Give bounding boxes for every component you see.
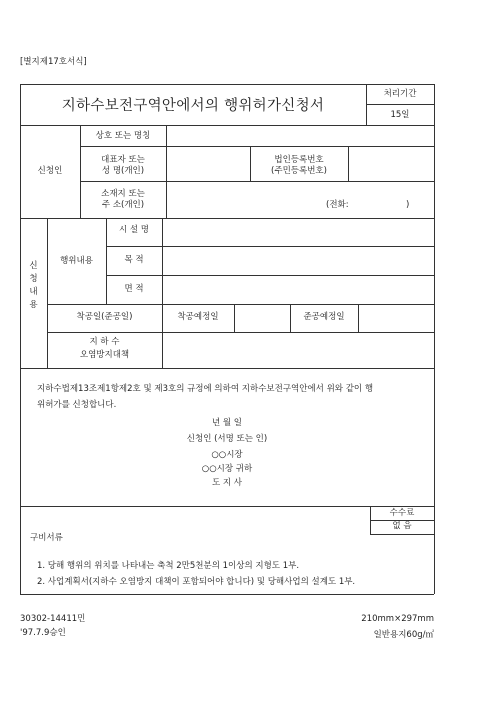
col-line <box>348 146 349 181</box>
row-line <box>47 304 434 305</box>
declaration-text-line2: 위허가를 신청합니다. <box>37 400 117 410</box>
representative-label-line2: 성 명(개인) <box>101 166 145 176</box>
form-right-border <box>434 84 435 594</box>
date-line: 년 월 일 <box>211 418 243 428</box>
form-bottom-border <box>20 594 434 595</box>
groundwater-label: 지 하 수 <box>89 337 120 347</box>
row-line <box>20 368 434 369</box>
processing-period-value: 15일 <box>390 110 410 120</box>
form-title: 지하수보전구역안에서의 행위허가신청서 <box>61 98 325 114</box>
processing-inner-line <box>366 104 434 105</box>
area-label: 면 적 <box>124 284 144 294</box>
address-label-line1: 소재지 또는 <box>101 189 145 199</box>
form-code: 30302-14411민 <box>20 614 86 624</box>
resident-registration-label: (주민등록번호) <box>271 166 327 176</box>
row-line <box>20 506 434 507</box>
row-line <box>80 146 434 147</box>
act-content-label: 행위내용 <box>60 256 93 266</box>
representative-label-line1: 대표자 또는 <box>101 155 145 165</box>
form-number-tag: [별지제17호서식] <box>20 57 87 67</box>
form-left-border <box>20 84 21 594</box>
required-documents-label: 구비서류 <box>30 533 63 543</box>
fee-value: 없 음 <box>392 521 412 531</box>
start-date-label: 착공일(준공일) <box>76 312 133 322</box>
row-line <box>20 218 434 219</box>
purpose-label: 목 적 <box>124 255 144 265</box>
col-line <box>234 304 235 332</box>
applicant-section-label: 신청인 <box>37 166 63 176</box>
title-row-bottom <box>20 125 434 126</box>
applicant-signature-line: 신청인 (서명 또는 인) <box>186 434 268 444</box>
recipient-line1: ○○시장 <box>211 450 243 460</box>
form-top-border <box>20 84 434 85</box>
corporate-registration-label: 법인등록번호 <box>274 155 324 165</box>
row-line <box>106 246 434 247</box>
content-section-label <box>20 260 47 312</box>
fee-label: 수수료 <box>389 508 415 518</box>
paper-type: 일반용지60g/㎡ <box>373 630 434 640</box>
col-line <box>162 218 163 304</box>
paper-size: 210mm×297mm <box>361 614 434 624</box>
fee-box-bottom <box>370 534 434 535</box>
row-line <box>106 275 434 276</box>
content-section-label-text: 신청내용 <box>29 261 38 310</box>
required-document-1: 1. 당해 행위의 위치를 나타내는 축척 2만5천분의 1이상의 지형도 1부. <box>37 561 300 571</box>
col-line <box>162 332 163 368</box>
pollution-prevention-label: 오염방지대책 <box>79 350 130 360</box>
company-name-label: 상호 또는 명칭 <box>95 131 151 141</box>
planned-start-date-label: 착공예정일 <box>177 312 219 322</box>
recipient-line2: ○○시장 귀하 <box>201 464 253 474</box>
approval-date: '97.7.9승인 <box>20 628 66 638</box>
phone-close-label: ) <box>406 200 410 210</box>
required-document-2: 2. 사업계획서(지하수 오염방지 대책이 포함되어야 합니다) 및 당해사업의 설계도 1부. <box>37 577 356 587</box>
planned-completion-date-label: 준공예정일 <box>303 312 345 322</box>
row-line <box>47 332 434 333</box>
col-line <box>358 304 359 332</box>
declaration-text-line1: 지하수법제13조제1항제2호 및 제3호의 규정에 의하여 지하수보전구역안에서 위와 같이 행 <box>37 384 374 394</box>
phone-open-label: (전화: <box>326 200 349 210</box>
applicant-field-divider <box>166 125 167 218</box>
processing-period-label: 처리기간 <box>383 89 417 99</box>
recipient-line3: 도 지 사 <box>211 478 243 488</box>
address-label-line2: 주 소(개인) <box>101 200 145 210</box>
facility-name-label: 시 설 명 <box>118 225 150 235</box>
row-line <box>80 181 434 182</box>
